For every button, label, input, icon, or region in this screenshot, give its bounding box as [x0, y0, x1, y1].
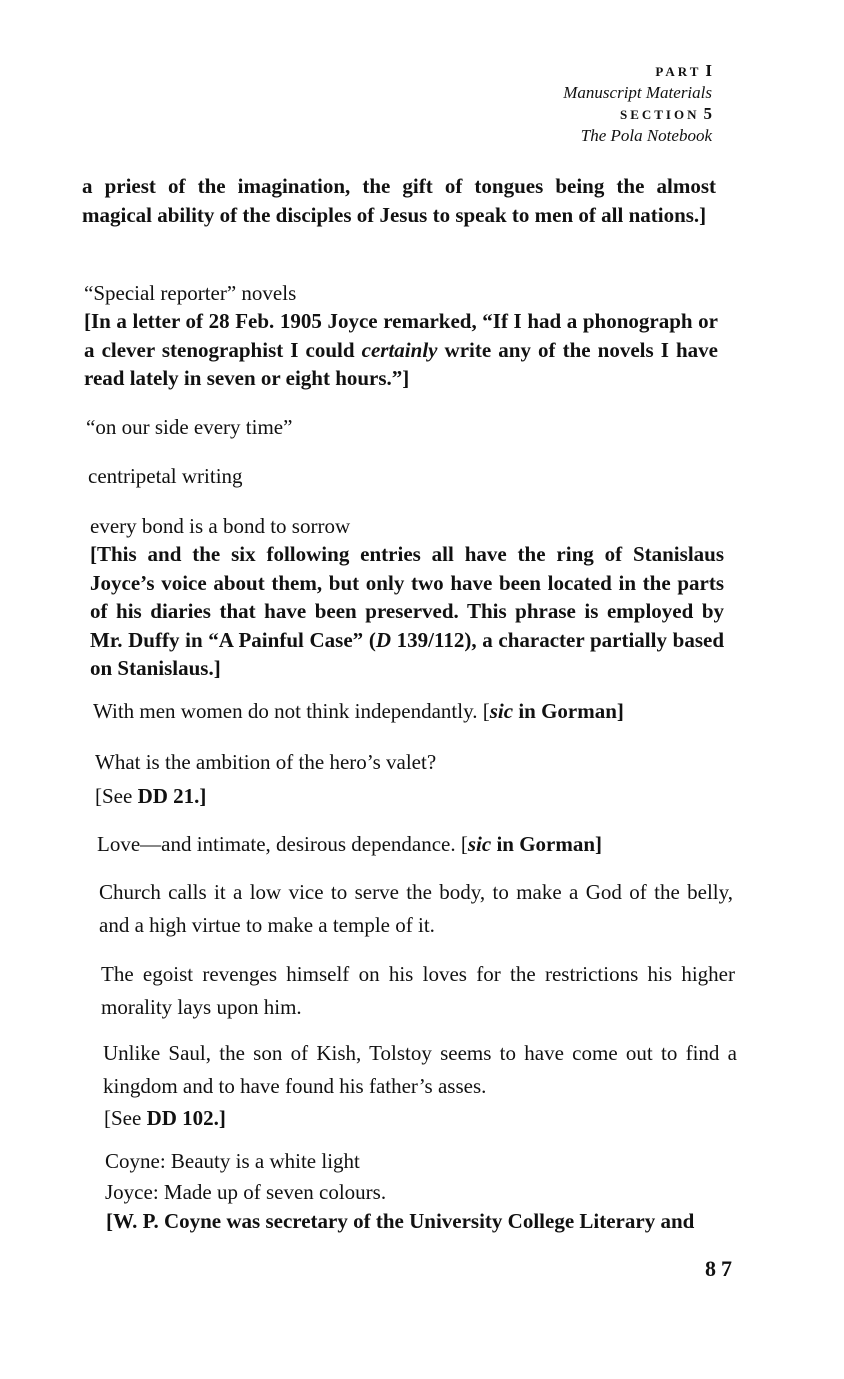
annotation-coyne: [W. P. Coyne was secretary of the University College Literary and [106, 1209, 695, 1233]
annotation-letter-1905: [In a letter of 28 Feb. 1905 Joyce remarked, “If I had a phonograph or a clever stenographist I could certainly write any of the novels I have read lately in seven or eight hours.”] [84, 309, 718, 390]
entry-coyne: Coyne: Beauty is a white light [105, 1149, 360, 1173]
running-header [563, 60, 712, 146]
see-reference-102: [See DD 102.] [104, 1106, 226, 1130]
see-reference-21: [See DD 21.] [95, 784, 207, 808]
entry-hero-valet: What is the ambition of the hero’s valet? [95, 750, 437, 774]
annotation-stanislaus: [This and the six following entries all have the ring of Stanislaus Joyce’s voice about them, but only two have been located in the parts of his diaries that have been preserved. This phrase is employed by Mr. Duffy in “A Painful Case” (D 139/112), a character partially based on Stanislaus.] [90, 542, 724, 680]
part-title: Manuscript Materials [563, 83, 712, 102]
section-title: The Pola Notebook [580, 126, 712, 145]
entry-special-reporter: “Special reporter” novels [84, 281, 297, 305]
page-number: 87 [705, 1256, 737, 1281]
entry-joyce-reply: Joyce: Made up of seven colours. [105, 1180, 387, 1204]
entry-men-women: With men women do not think independantly. [sic in Gorman] [93, 699, 624, 723]
entry-saul-tolstoy: Unlike Saul, the son of Kish, Tolstoy seems to have come out to find a kingdom and to have found his father’s asses. [103, 1041, 737, 1098]
entry-love: Love—and intimate, desirous dependance. [sic in Gorman] [97, 832, 603, 856]
section-heading: SECTION 5 [619, 104, 712, 123]
annotation-continued: a priest of the imagination, the gift of tongues being the almost magical ability of the disciples of Jesus to speak to men of all nations.] [82, 174, 716, 227]
entry-egoist: The egoist revenges himself on his loves for the restrictions his higher morality lays upon him. [101, 962, 735, 1019]
entry-centripetal: centripetal writing [88, 464, 243, 488]
entry-our-side: “on our side every time” [86, 415, 293, 439]
entry-bond-sorrow: every bond is a bond to sorrow [90, 514, 351, 538]
part-heading: PART I [655, 61, 712, 80]
entry-church: Church calls it a low vice to serve the body, to make a God of the belly, and a high virtue to make a temple of it. [99, 880, 733, 937]
